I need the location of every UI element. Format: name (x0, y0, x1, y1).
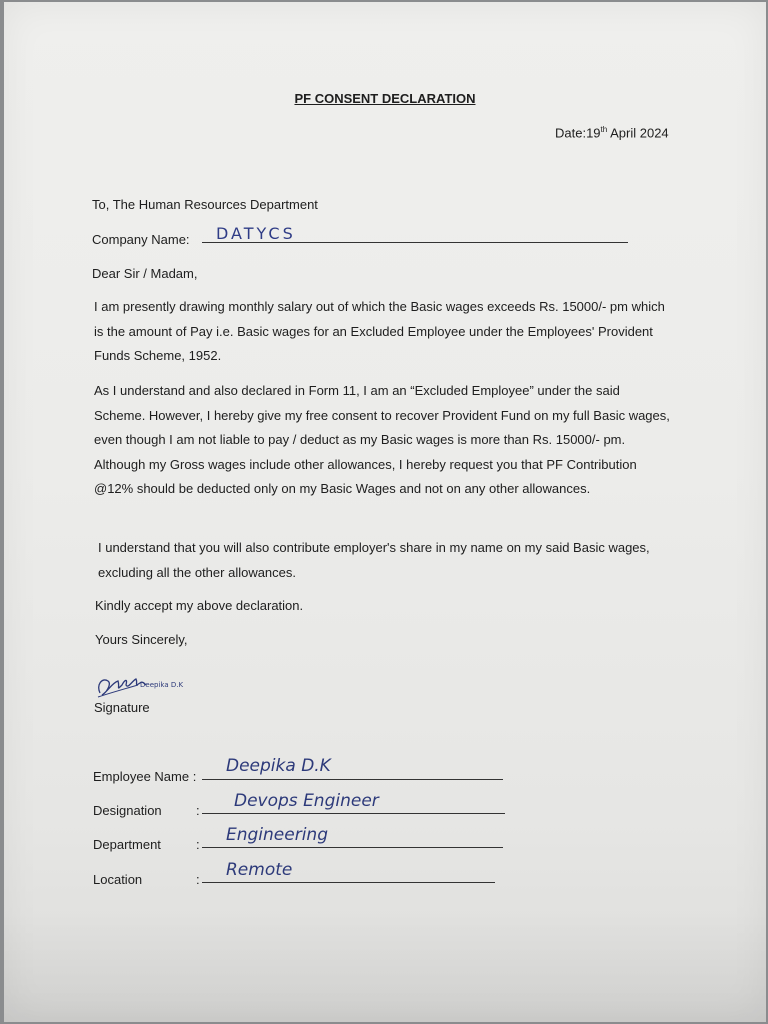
page-shadow (4, 912, 766, 1022)
acceptance-line: Kindly accept my above declaration. (95, 598, 304, 613)
designation-value: Devops Engineer (234, 791, 379, 811)
employee-name-value: Deepika D.K (226, 756, 331, 776)
signature-scribble (94, 667, 184, 701)
paragraph-3: I understand that you will also contribute employer's share in my name on my said Basic wages, excluding all the other allowances. (98, 540, 650, 580)
department-label: Department (93, 837, 161, 852)
designation-colon: : (196, 803, 200, 818)
document-title: PF CONSENT DECLARATION (294, 91, 476, 106)
signature-initials: Deepika D.K (140, 681, 184, 689)
date-prefix: Date:19 (555, 125, 601, 141)
employee-name-label: Employee Name : (93, 769, 197, 784)
location-underline (202, 882, 495, 883)
paragraph-1: I am presently drawing monthly salary out of which the Basic wages exceeds Rs. 15000/- pm which is the amount of Pay i.e. Basic wages for an Excluded Employee under the Employees' Provident Funds Scheme, 1952. (94, 299, 665, 363)
recipient-line: To, The Human Resources Department (92, 197, 318, 212)
date-suffix: April 2024 (607, 125, 669, 141)
company-label: Company Name: (92, 232, 190, 247)
location-label: Location (93, 872, 143, 887)
document-page (4, 2, 766, 1022)
location-value: Remote (226, 860, 293, 880)
signature-label: Signature (94, 700, 150, 715)
designation-underline (202, 813, 505, 814)
department-underline (202, 847, 503, 848)
closing-line: Yours Sincerely, (95, 632, 188, 647)
department-colon: : (196, 837, 200, 852)
salutation: Dear Sir / Madam, (92, 266, 198, 281)
location-colon: : (196, 872, 200, 887)
employee-name-underline (202, 779, 503, 780)
department-value: Engineering (226, 825, 328, 845)
designation-label: Designation (93, 803, 162, 818)
paragraph-2: As I understand and also declared in Form 11, I am an “Excluded Employee” under the said Scheme. However, I hereby give my free consent to recover Provident Fund on my full Basic wages, even though I am not liable to pay / deduct as my Basic wages is more than Rs. 15000/- pm. Although my Gross wages include other allowances, I hereby request you that PF Contribution @12% should be deducted only on my Basic Wages and not on any other allowances. (94, 383, 670, 496)
company-value: DATYCS (216, 224, 296, 243)
date-ordinal: th (600, 125, 608, 134)
document-date (555, 125, 669, 140)
